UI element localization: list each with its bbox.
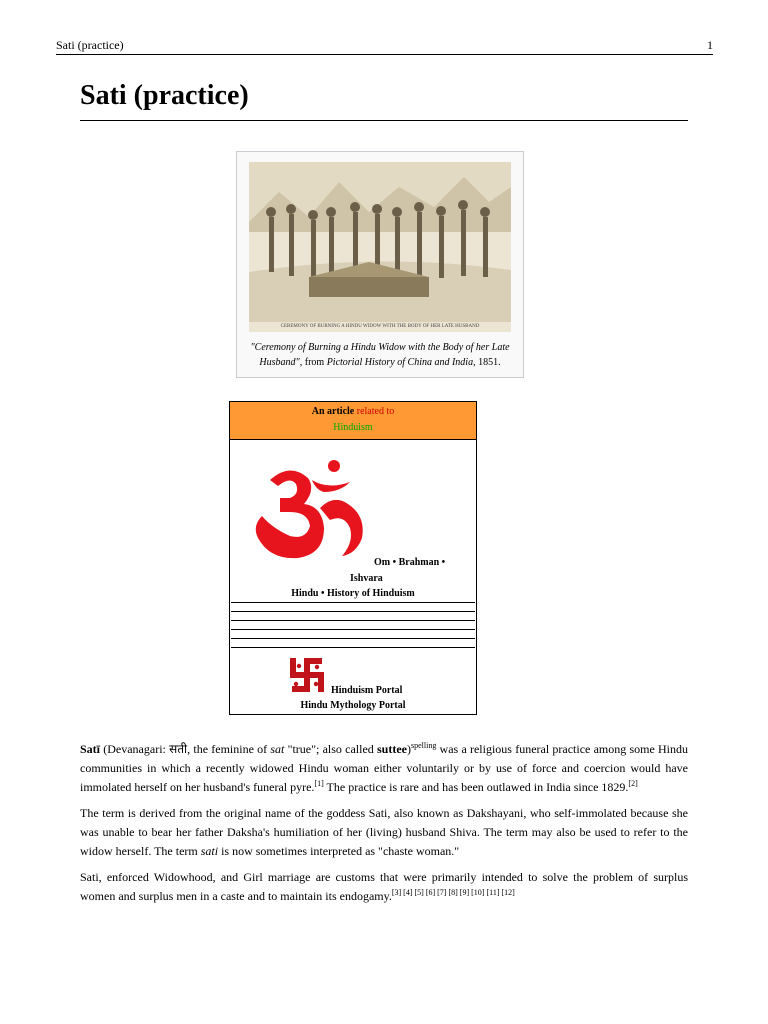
paragraph-intro <box>80 740 688 797</box>
spelling-note[interactable]: spelling <box>411 741 437 750</box>
devanagari-text: सती <box>169 742 188 756</box>
running-header <box>56 38 713 55</box>
intro-text-2: , the feminine of <box>187 742 271 756</box>
engraving-image[interactable] <box>249 162 511 332</box>
infobox-link-history[interactable]: Hindu • History of Hinduism <box>291 588 415 599</box>
intro-text-4: ) <box>407 742 411 756</box>
infobox-link-ishvara[interactable]: Ishvara <box>350 573 383 584</box>
infobox-link-line1[interactable]: Om • Brahman • <box>374 557 446 568</box>
om-symbol-icon <box>250 450 372 562</box>
caption-quote: "Ceremony of Burning a Hindu Widow with the Body of her Late Husband" <box>250 342 510 368</box>
infobox-header-text: An article <box>311 406 357 417</box>
caption-from: , from <box>299 357 327 368</box>
infobox-header <box>230 402 476 440</box>
caption-year: , 1851. <box>473 357 501 368</box>
infobox-header-hinduism-link[interactable]: Hinduism <box>333 422 373 433</box>
figure <box>236 151 524 378</box>
intro-text-1: (Devanagari: <box>100 742 170 756</box>
term-suttee: suttee <box>377 742 407 756</box>
references-3-12[interactable]: [3] [4] [5] [6] [7] [8] [9] [10] [11] [12] <box>391 888 515 897</box>
intro-text-3: "true"; also called <box>284 742 377 756</box>
infobox-header-related[interactable]: related to <box>356 406 395 417</box>
figure-caption <box>241 340 519 370</box>
term-sati: Satī <box>80 742 101 756</box>
page-number: 1 <box>707 38 713 52</box>
article-body <box>80 740 688 913</box>
hindu-swastika-icon <box>286 654 328 696</box>
hinduism-portal-link[interactable]: Hinduism Portal <box>331 685 403 696</box>
sat-term: sat <box>270 742 285 756</box>
etymology-text-1: The term is derived from the original name of the goddess Sati, also known as Dakshayani, who self-immolated because she was unable to bear her father Daksha's humiliation of her (living) husband Shiva. The term may also be used to refer to the widow herself. The term <box>80 806 688 858</box>
hinduism-infobox <box>229 401 477 715</box>
intro-text-6: The practice is rare and has been outlawed in India since 1829. <box>323 780 629 794</box>
running-header-title: Sati (practice) <box>56 38 124 52</box>
caption-source[interactable]: Pictorial History of China and India <box>326 357 474 368</box>
sati-term-italic: sati <box>200 844 219 858</box>
customs-text: Sati, enforced Widowhood, and Girl marriage are customs that were primarily intended to solve the problem of surplus women and surplus men in a caste and to maintain its endogamy. <box>80 870 688 903</box>
paragraph-etymology <box>80 804 688 861</box>
engraving-caption: CEREMONY OF BURNING A HINDU WIDOW WITH THE BODY OF HER LATE HUSBAND <box>280 324 480 329</box>
intro-text-5: was a religious funeral practice among some Hindu communities in which a recently widowed Hindu woman either voluntarily or by use of force and coercion would have immolated herself on her husband's funeral pyre. <box>80 742 689 794</box>
paragraph-customs <box>80 868 688 906</box>
reference-2[interactable]: [2] <box>628 779 638 788</box>
infobox-divider-rules <box>231 602 475 656</box>
etymology-text-2: is now sometimes interpreted as "chaste woman." <box>218 844 460 858</box>
page-title: Sati (practice) <box>80 80 688 121</box>
hindu-mythology-portal-link[interactable]: Hindu Mythology Portal <box>300 700 406 711</box>
reference-1[interactable]: [1] <box>314 779 324 788</box>
